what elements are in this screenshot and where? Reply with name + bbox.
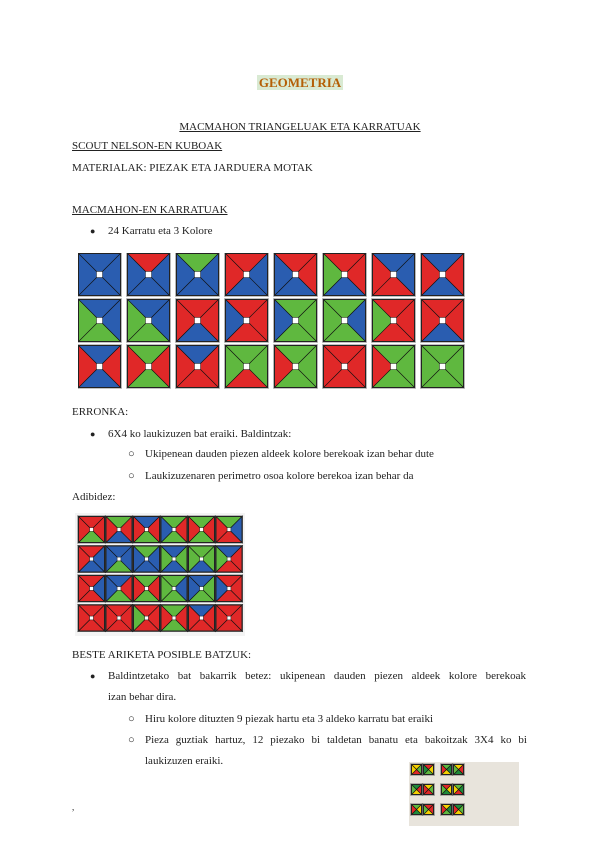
macmahon-square	[323, 253, 366, 296]
section2-sub2: Laukizuzenaren perimetro osoa kolore berekoa izan behar da	[145, 470, 414, 482]
macmahon-square	[421, 299, 464, 342]
macmahon-square	[225, 253, 268, 296]
macmahon-square	[441, 784, 452, 795]
section1-bullet: 24 Karratu eta 3 Kolore	[108, 225, 213, 237]
section2-sub1: Ukipenean dauden piezen aldeek kolore berekoak izan behar dute	[145, 448, 434, 460]
macmahon-square	[421, 253, 464, 296]
macmahon-square	[106, 546, 133, 573]
macmahon-square	[372, 345, 415, 388]
macmahon-square	[127, 345, 170, 388]
bullet-dot: ●	[90, 226, 96, 236]
footer-mark: ,	[72, 802, 75, 812]
macmahon-square	[78, 575, 105, 602]
macmahon-square	[216, 575, 243, 602]
section3-bullet-line1: Baldintzetako bat bakarrik betez: ukipenean dauden piezen aldeek kolore berekoak	[108, 670, 526, 682]
macmahon-square	[216, 516, 243, 543]
macmahon-square	[411, 784, 422, 795]
macmahon-square	[453, 764, 464, 775]
sub-bullet-circle: ○	[128, 448, 135, 460]
macmahon-square	[133, 546, 160, 573]
section3-sub2-line2: laukizuzen eraiki.	[145, 755, 224, 767]
subtitle: MACMAHON TRIANGELUAK ETA KARRATUAK	[179, 121, 421, 133]
macmahon-square	[216, 546, 243, 573]
macmahon-square	[176, 299, 219, 342]
macmahon-square	[411, 764, 422, 775]
materials-line: MATERIALAK: PIEZAK ETA JARDUERA MOTAK	[72, 162, 313, 174]
macmahon-square	[453, 804, 464, 815]
macmahon-square	[78, 605, 105, 632]
macmahon-square	[411, 804, 422, 815]
section3-sub1: Hiru kolore dituzten 9 piezak hartu eta 3 aldeko karratu bat eraiki	[145, 713, 434, 725]
macmahon-square	[323, 345, 366, 388]
macmahon-square	[133, 605, 160, 632]
macmahon-square	[453, 784, 464, 795]
macmahon-square	[78, 253, 121, 296]
macmahon-square	[225, 345, 268, 388]
example-label: Adibidez:	[72, 491, 116, 503]
macmahon-square	[176, 345, 219, 388]
macmahon-square	[161, 605, 188, 632]
macmahon-square	[127, 299, 170, 342]
macmahon-square	[188, 605, 215, 632]
macmahon-square	[216, 605, 243, 632]
page-title: GEOMETRIA	[258, 75, 342, 90]
section3-heading: BESTE ARIKETA POSIBLE BATZUK:	[72, 649, 252, 661]
macmahon-square	[161, 516, 188, 543]
macmahon-square	[225, 299, 268, 342]
section3-bullet-line2: izan behar dira.	[108, 691, 177, 703]
macmahon-square	[78, 546, 105, 573]
macmahon-square	[106, 516, 133, 543]
sub-bullet-circle: ○	[128, 713, 135, 725]
group-name: SCOUT NELSON-EN KUBOAK	[72, 140, 223, 152]
macmahon-square	[78, 516, 105, 543]
macmahon-square	[127, 253, 170, 296]
macmahon-square	[372, 253, 415, 296]
macmahon-square	[106, 605, 133, 632]
macmahon-square	[423, 764, 434, 775]
macmahon-square	[372, 299, 415, 342]
macmahon-square	[78, 299, 121, 342]
macmahon-square	[274, 299, 317, 342]
macmahon-square	[441, 804, 452, 815]
macmahon-square	[188, 516, 215, 543]
section2-heading: ERRONKA:	[72, 406, 129, 418]
macmahon-square	[161, 575, 188, 602]
macmahon-square	[423, 784, 434, 795]
macmahon-squares-figure	[78, 253, 468, 390]
macmahon-square	[176, 253, 219, 296]
macmahon-square	[133, 575, 160, 602]
macmahon-square	[441, 764, 452, 775]
macmahon-square	[423, 804, 434, 815]
macmahon-square	[323, 299, 366, 342]
sub-bullet-circle: ○	[128, 734, 135, 746]
macmahon-square	[188, 575, 215, 602]
macmahon-square	[133, 516, 160, 543]
photo-yellow-green-pieces	[409, 762, 519, 826]
macmahon-square	[274, 253, 317, 296]
section1-heading: MACMAHON-EN KARRATUAK	[72, 204, 228, 216]
bullet-dot: ●	[90, 671, 96, 681]
macmahon-square	[106, 575, 133, 602]
macmahon-square	[161, 546, 188, 573]
section3-sub2-line1: Pieza guztiak hartuz, 12 piezako bi taldetan banatu eta bakoitzak 3X4 ko bi	[145, 734, 527, 746]
macmahon-square	[421, 345, 464, 388]
macmahon-square	[188, 546, 215, 573]
macmahon-square	[78, 345, 121, 388]
sub-bullet-circle: ○	[128, 470, 135, 482]
macmahon-square	[274, 345, 317, 388]
example-rectangle-figure	[75, 513, 245, 636]
bullet-dot: ●	[90, 429, 96, 439]
section2-bullet: 6X4 ko laukizuzen bat eraiki. Baldintzak:	[108, 428, 292, 440]
